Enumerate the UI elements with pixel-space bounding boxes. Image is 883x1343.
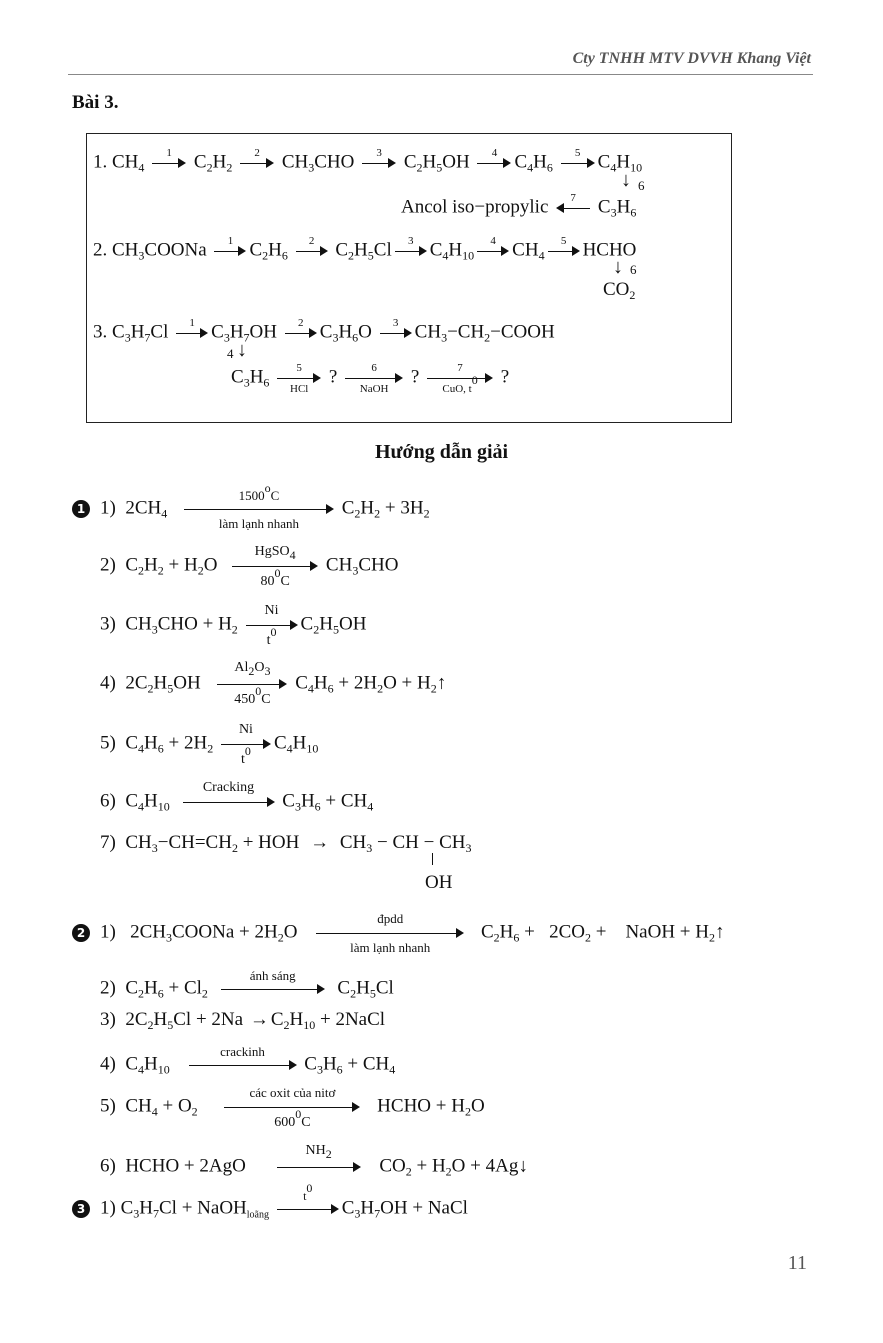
chain-2-product: $CO_2$ <box>603 279 636 302</box>
reaction-arrow: $\frac{Al_2O_3}{450^0C}$ <box>217 671 287 697</box>
exercise-box <box>86 133 732 423</box>
reaction-arrow: HgSO$_4$ $80^0C$ <box>232 553 318 579</box>
chain-3: 3. $C_3H_7Cl$ 1 $C_3H_7OH$ 2 $C_3H_6O$ 3 $CH_3-CH_2-COOH$ <box>93 317 555 345</box>
p2-r3: 3) $2C_2H_5Cl + 2Na \to C_2H_{10}$ + 2NaCl <box>100 1009 386 1032</box>
reaction-arrow: 1500$^o$C làm lạnh nhanh <box>184 496 334 522</box>
reaction-arrow: ánh sáng <box>221 976 325 1002</box>
p1-r5: 5) $C_4H_6 + 2H_2$ $\frac{Ni}{t^0}$ $C_4H_{10}$ <box>100 722 319 767</box>
section-title: Hướng dẫn giải <box>374 441 509 463</box>
p1-r6: 6) $C_4H_{10}$ Cracking $C_3H_6 + CH_4$ <box>100 780 374 814</box>
p2-r4: 4) $C_4H_{10}$ crackinh $C_3H_6 + CH_4$ <box>100 1044 396 1077</box>
reaction-arrow: $\frac{Ni}{t^0}$ <box>221 731 271 757</box>
chain-1-branch: Ancol iso−propylic 7 $C_3H_6$ <box>401 192 637 220</box>
bullet-marker: 3 <box>72 1200 90 1218</box>
down-arrow: ↓ <box>237 339 247 361</box>
reaction-arrow-left: 7 <box>556 195 590 221</box>
p1-r4: 4) $2C_2H_5OH$ $\frac{Al_2O_3}{450^0C}$ $C_4H_6 + 2H_2O$ + $H_2↑$ <box>100 660 447 707</box>
reaction-arrow: 1 <box>152 150 186 176</box>
page-header: Cty TNHH MTV DVVH Khang Việt <box>572 50 811 67</box>
reaction-arrow: 5 HCl <box>277 365 321 391</box>
chain-1: 1. $CH_4$ 1 $C_2H_2$ 2 $CH_3CHO$ 3 $C_2H_5OH$ 4 $C_4H_6$ 5 $C_4H_{10}$ <box>93 147 643 175</box>
reaction-arrow: $NH_2$ <box>277 1154 361 1180</box>
exercise-title: Bài 3. <box>72 92 119 113</box>
reaction-arrow: 1 <box>214 238 246 264</box>
p1-r2: 2) $C_2H_2 + H_2O$ HgSO$_4$ $80^0C$ $CH_3CHO$ <box>100 544 399 589</box>
page-number: 11 <box>787 1252 807 1274</box>
p1-r7: 7) $CH_3-CH=CH_2$ + HOH → $CH_3$ − CH − $CH_3$ <box>100 832 472 855</box>
reaction-arrow: 5 <box>561 150 595 176</box>
reaction-arrow: 6 NaOH <box>345 365 403 391</box>
reaction-arrow: 5 <box>548 238 580 264</box>
p1-r3: 3) $CH_3CHO + H_2$ $\frac{Ni}{t^0}$ $C_2H_5OH$ <box>100 603 367 648</box>
reaction-arrow: 1 <box>176 320 208 346</box>
down-arrow: ↓ <box>613 256 623 278</box>
reaction-arrow: 2 <box>285 320 317 346</box>
reaction-arrow: 3 <box>395 238 427 264</box>
reaction-arrow: $\frac{Ni}{t^0}$ <box>246 612 298 638</box>
reaction-arrow: các oxit của nitơ $600^0C$ <box>224 1094 360 1120</box>
p2-r6: 6) HCHO + 2AgO $NH_2$ $CO_2 + H_2O$ + 4Ag↓ <box>100 1143 528 1179</box>
reaction-arrow: 7 CuO, $t^0$ <box>427 365 493 391</box>
bullet-marker: 1 <box>72 500 90 518</box>
reaction-arrow: $t^0$ <box>277 1196 339 1222</box>
p3-r1: 3 1) $C_3H_7Cl$ + NaOH$_{loãng}$ $t^0$ $C_3H_7OH$ + NaCl <box>72 1196 468 1222</box>
p1-r1: 1 1) $2CH_4$ 1500$^o$C làm lạnh nhanh $C_2H_2 + 3H_2$ <box>72 496 430 522</box>
header-rule <box>68 74 813 75</box>
bond-line <box>432 853 433 865</box>
step-number: 6 <box>630 262 637 277</box>
reaction-arrow: crackinh <box>189 1052 297 1078</box>
reaction-arrow: 3 <box>362 150 396 176</box>
reaction-arrow: 2 <box>296 238 328 264</box>
bullet-marker: 2 <box>72 924 90 942</box>
chain-3-branch: $C_3H_6$ 5 HCl ? 6 NaOH ? 7 CuO, $t^0$ ? <box>231 362 510 395</box>
p1-r7-oh: OH <box>425 872 453 893</box>
reaction-arrow: Cracking <box>183 789 275 815</box>
p2-r1: 2 1) $2CH_3COONa + 2H_2O$ đpdd làm lạnh nhanh $C_2H_6$ + $2CO_2$ + NaOH + $H_2↑$ <box>72 920 725 946</box>
step-number: 6 <box>638 178 645 193</box>
p2-r2: 2) $C_2H_6 + Cl_2$ ánh sáng $C_2H_5Cl$ <box>100 968 394 1001</box>
reaction-arrow: đpdd làm lạnh nhanh <box>316 920 464 946</box>
chain-2: 2. $CH_3COONa$ 1 $C_2H_6$ 2 $C_2H_5Cl$ 3 $C_4H_{10}$ 4 $CH_4$ 5 HCHO <box>93 235 637 263</box>
reaction-arrow: 4 <box>477 150 511 176</box>
reaction-arrow: 4 <box>477 238 509 264</box>
step-number: 4 <box>227 346 234 361</box>
reaction-arrow: 3 <box>380 320 412 346</box>
reaction-arrow: 2 <box>240 150 274 176</box>
down-arrow: ↓ <box>621 169 631 191</box>
p2-r5: 5) $CH_4 + O_2$ các oxit của nitơ $600^0C$ HCHO + $H_2O$ <box>100 1085 485 1130</box>
